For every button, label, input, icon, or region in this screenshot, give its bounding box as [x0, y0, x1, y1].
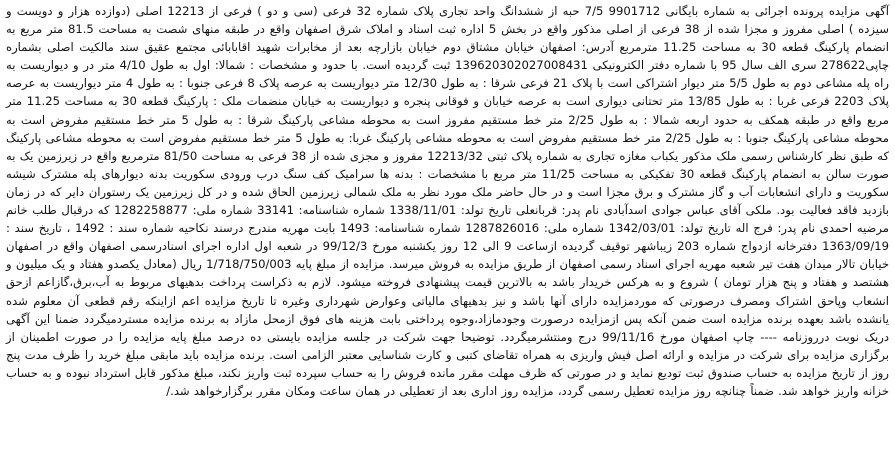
auction-notice-text: آگهی مزایده پرونده اجرائی به شماره بایگانی 9901712 7/5 حبه از ششدانگ واحد تجاری پلاک شماره 32 فرعی (سی و دو ) فرعی از 12213 اصلی (دوازده هزار و دویست و سیزده ) اصلی مفروز و مجزا شده از 38 فرعی از اصلی مذکور واقع در بخش 5 اداره ثبت اسناد و املاک شرق اصفهان واقع در طبقه منهای شصت به مساحت 81.5 متر مربع به انضمام پارکینگ قطعه 30 به مساحت 11.25 مترمربع آدرس: اصفهان خیابان مشتاق دوم خیابان بازارچه بعد از مخابرات شهید اقابابائی مجتمع عقیق سند مالکیت اصلی بشماره چاپی278622 سری الف سال 95 با شماره دفتر الکترونیکی 139620302027008431 ثبت گردیده است. با حدود و مشخصات : شمالا: اول به طول 4/10 متر در و دیواریست به راه پله مشاعی دوم به طول 5/5 متر دیوار اشتراکی است با پلاک 21 فرعی شرقا : به طول 12/30 متر دیواریست به عرصه پلاک 8 فرعی جنوبا : به طول 4 متر دیواریست به عرصه پلاک 2203 فرعی غربا : به طول 13/85 متر تحتانی دیواری است به عرصه خیابان و فوقانی پنجره و دیواریست به خیابان منضمات ملک : پارکینگ قطعه 30 به مساحت 11.25 متر مربع واقع در طبقه همکف به حدود اربعه شمالا : به طول 2/25 متر خط مستقیم مفروز است به محوطه مشاعی پارکینگ شرقا : به طول 5 متر خط مستقیم مفروض است به محوطه مشاعی پارکینگ جنوبا : به طول 2/25 متر خط مستقیم مفروض است به محوطه مشاعی پارکینگ غربا: به طول 5 متر خط مستقیم مفروض است به محوطه مشاعی پارکینگ که طبق نظر کارشناس رسمی ملک مذکور یکباب مغازه تجاری به شماره پلاک ثبتی 12213/32 مفروز و مجزی شده از 38 فرعی به مساحت 81/50 مترمربع واقع در زیرزمین یک به صورت سالن به انضمام پارکینگ قطعه 30 تفکیکی به مساحت 11/25 متر مربع با مشخصات : بدنه ها سرامیک کف سنگ درب ورودی سکوریت بدنه دیوارهای پله مشترک شیشه سکوریت و دارای انشعابات آب و گاز مشترک و برق مجزا است و در حال حاضر ملک مورد نظر به ملک شمالی زیرزمین الحاق شده و در کل زیرزمین یک رستوران دایر که در زمان بازدید فاقد فعالیت بود. ملکی آقای عباس جوادی اسدآبادی نام پدر: قربانعلی تاریخ تولد: 1338/11/01 شماره شناسنامه: 33141 شماره ملی: 1282258877 که درقبال طلب خانم مرضیه احمدی نام پدر: فرج اله تاریخ تولد: 1342/03/01 شماره ملی: 1287826016 شماره شناسنامه: 1493 بابت مهریه مندرج درسند نکاحیه شماره سند : 1492 ، تاریخ سند : 1363/09/19 دفترخانه ازدواج شماره 203 زیباشهر توقیف گردیده ازساعت 9 الی 12 روز یکشنبه مورخ 99/12/3 در شعبه اول اداره اجرای اسنادرسمی اصفهان واقع در اصفهان خیابان تالار میدان هفت تیر شعبه مهریه اجرای اسناد رسمی اصفهان از طریق مزایده به فروش میرسد. مزایده از مبلغ پایه 1/718/750/003 ریال (معادل یکصدو هفتاد و یک میلیون و هشتصد و هفتاد و پنج هزار تومان ) شروع و به هرکس خریدار باشد به بالاترین قیمت پیشنهادی فروخته میشود. لازم به ذکراست پرداخت بدهیهای مربوط به آب،برق،گازاعم ازحق انشعاب وپاحق اشتراک ومصرف درصورتی که موردمزایده دارای آنها باشد و نیز بدهیهای مالیاتی وعوارض شهرداری وغیره تا تاریخ مزایده اعم ازاینکه رقم قطعی آن معلوم شده یانشده باشد بعهده برنده مزایده است ضمن آنکه پس ازمزایده درصورت وجودمازاد،وجوه پرداختی بابت هزینه های فوق ازمحل مازاد به برنده مزایده مستردمیگردد ضمنا این آگهی دریک نوبت درروزنامه ---- چاپ اصفهان مورخ 99/11/16 درج ومنتشرمیگردد. توضیحا جهت شرکت در جلسه مزایده بایستی ده درصد مبلغ پایه مزایده را در صورت اطمینان از برگزاری مزایده برای شرکت در مزایده و ارائه اصل فیش واریزی به همراه تقاضای کتبی و کارت شناسایی معتبر الزامی است. برنده مزایده باید مابقی مبلغ خرید را ظرف مدت پنج روز از تاریخ مزایده به حساب صندوق ثبت تودیع نماید و در صورتی که ظرف مهلت مقرر مانده فروش را به حساب سپرده ثبت واریز نکند، مبلغ مذکور قابل استرداد نبوده و به حساب خزانه واریز خواهد شد. ضمناً چنانچه روز مزایده تعطیل رسمی گردد، مزایده روز اداری بعد از تعطیلی در همان ساعت ومکان مقرر برگزارخواهد شد./ — [6, 4, 890, 398]
